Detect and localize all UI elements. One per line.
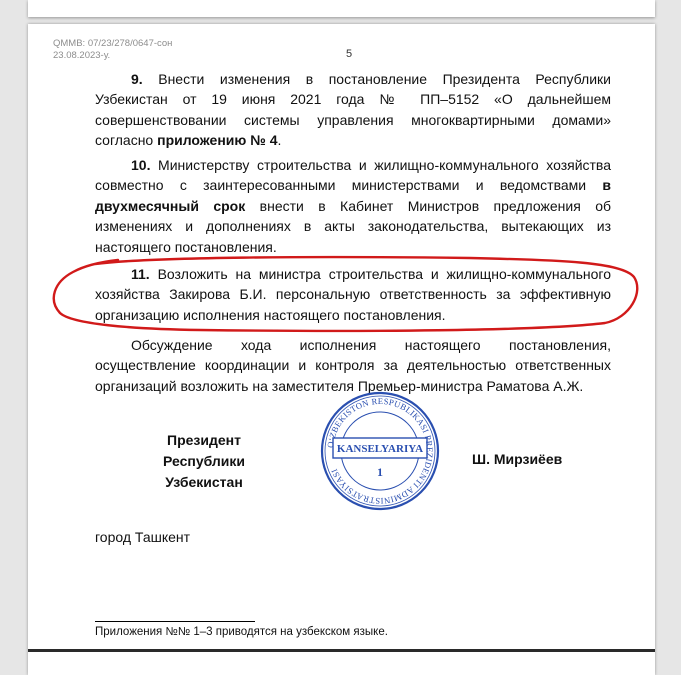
stamp-ring-text: O‘ZBEKISTON RESPUBLIKASI PREZIDENTI ADMINISTRATSIYASI (325, 395, 436, 507)
paragraph-10-deadline: в двухмесячный срок (95, 177, 611, 214)
page-bottom-edge (28, 649, 655, 652)
paragraph-12 (95, 335, 611, 396)
paragraph-9-number: 9. (131, 71, 143, 87)
page-number: 5 (346, 48, 353, 60)
signatory-title (124, 430, 284, 493)
paragraph-11-text: Возложить на министра строительства и жилищно-коммунального хозяйства Закирова Б.И. персональную ответственность за эффективную организацию исполнения настоящего постановления. (95, 266, 611, 323)
paragraph-10-text-b: внести в Кабинет Министров предложения об изменениях и дополнениях в акты законодательства, вытекающих из настоящего постановления. (95, 197, 611, 255)
paragraph-12-text: Обсуждение хода исполнения настоящего постановления, осуществление координации и контроля за деятельностью ответственных организаций возложить на заместителя Премьер-министра Раматова А.Ж. (95, 337, 611, 394)
document-page (28, 24, 655, 675)
signatory-title-line-2: Республики Узбекистан (162, 453, 246, 490)
paragraph-10-text-a: Министерству строительства и жилищно-коммунального хозяйства совместно с заинтересованными министерствами и ведомствами (95, 157, 612, 194)
document-meta (53, 38, 172, 62)
footnote-divider (95, 621, 255, 622)
paragraph-10-number: 10. (131, 157, 151, 173)
document-code: QMMB: 07/23/278/0647-сон (53, 38, 173, 49)
paragraph-10 (95, 155, 611, 257)
footnote: Приложения №№ 1–3 приводятся на узбекском языке. (95, 626, 388, 638)
paragraph-9-end: . (277, 132, 282, 149)
previous-page-edge (28, 0, 655, 17)
paragraph-11-number: 11. (131, 266, 150, 282)
signatory-name: Ш. Мирзиёев (472, 451, 563, 467)
stamp-number: 1 (377, 465, 383, 479)
document-date: 23.08.2023-у. (53, 50, 111, 61)
paragraph-9 (95, 69, 611, 151)
paragraph-11 (95, 264, 611, 325)
signatory-title-line-1: Президент (167, 432, 241, 448)
paragraph-9-appendix: приложению № 4 (157, 132, 278, 149)
city-of-signing: город Ташкент (95, 529, 191, 545)
paragraph-9-text: Внести изменения в постановление Президента Республики Узбекистан от 19 июня 2021 года № ПП–5152 «О дальнейшем совершенствовании системы управления многоквартирными домами» согласно (95, 71, 611, 149)
official-stamp (319, 390, 441, 512)
stamp-center-text: KANSELYARIYA (336, 443, 424, 455)
